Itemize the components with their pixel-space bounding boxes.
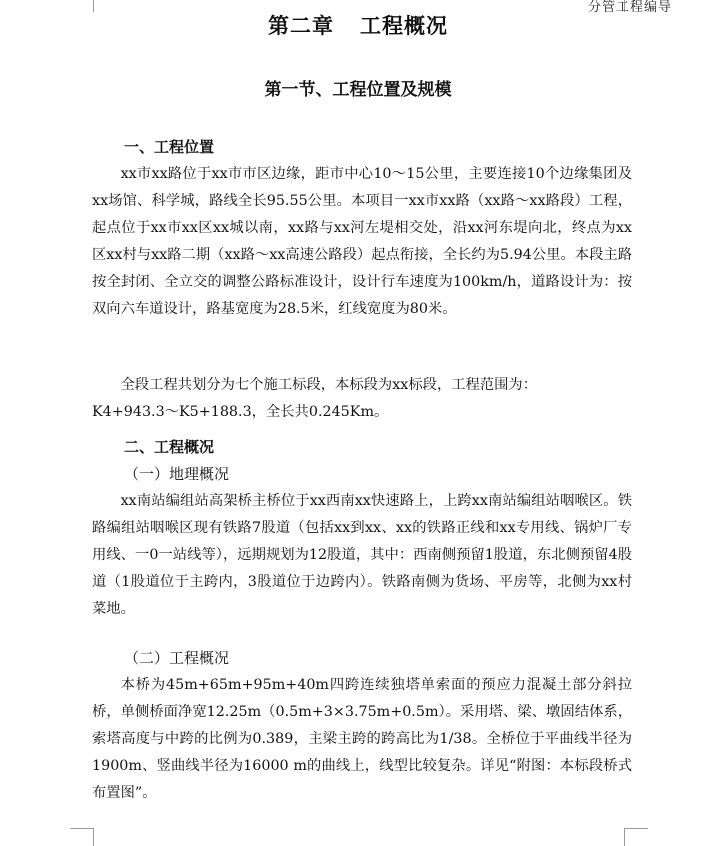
crop-mark-bottom-left-v xyxy=(93,828,94,846)
section-title: 第一节、工程位置及规模 xyxy=(264,80,452,100)
subheading-geography: （一）地理概况 xyxy=(124,465,230,483)
chapter-number: 第二章 xyxy=(268,14,334,38)
paragraph-location: xx市xx路位于xx市市区边缘，距市中心10～15公里，主要连接10个边缘集团及xx场馆、科学城，路线全长95.55公里。本项目一xx市xx路（xx路～xx路段）工程，起点位于xx市xx区xx城以南，xx路与xx河左堤相交处，沿xx河东堤向北，终点为xx区xx村与xx路二期（xx路～xx高速公路段）起点衔接，全长约为5.94公里。本段主路按全封闭、全立交的调整公路标准设计，设计行车速度为100km/h，道路设计为：按双向六车道设计，路基宽度为28.5米，红线宽度为80米。 xyxy=(92,166,632,318)
crop-mark-bottom-right-h xyxy=(624,828,648,829)
paragraph-project: 本桥为45m+65m+95m+40m四跨连续独塔单索面的预应力混凝土部分斜拉桥，单侧桥面净宽12.25m（0.5m+3×3.75m+0.5m）。采用塔、梁、墩固结体系，索塔高度与中跨的比例为0.389，主梁主跨的跨高比为1/38。全桥位于平曲线半径为1900m、竖曲线半径为16000 m的曲线上，线型比较复杂。详见“附图：本标段桥式布置图”。 xyxy=(92,677,632,802)
paragraph-geography: xx南站编组站高架桥主桥位于xx西南xx快速路上，上跨xx南站编组站咽喉区。铁路编组站咽喉区现有铁路7股道（包括xx到xx、xx的铁路正线和xx专用线、锅炉厂专用线、一0一站线等），远期规划为12股道，其中：西南侧预留1股道，东北侧预留4股道（1股道位于主跨内，3股道位于边跨内）。铁路南侧为货场、平房等，北侧为xx村菜地。 xyxy=(92,493,632,618)
chapter-name: 工程概况 xyxy=(360,14,448,38)
paragraph-sections-line2: K4+943.3～K5+188.3，全长共0.245Km。 xyxy=(92,404,389,420)
chapter-title xyxy=(0,10,716,40)
heading-overview: 二、工程概况 xyxy=(124,438,215,456)
crop-mark-bottom-left-h xyxy=(70,828,94,829)
crop-mark-bottom-right-v xyxy=(624,828,625,846)
paragraph-sections-line1: 全段工程共划分为七个施工标段，本标段为xx标段，工程范围为： xyxy=(120,377,538,393)
subheading-project: （二）工程概况 xyxy=(124,649,230,667)
heading-location: 一、工程位置 xyxy=(124,138,215,156)
header-note: 分管工程编导 xyxy=(587,0,672,15)
